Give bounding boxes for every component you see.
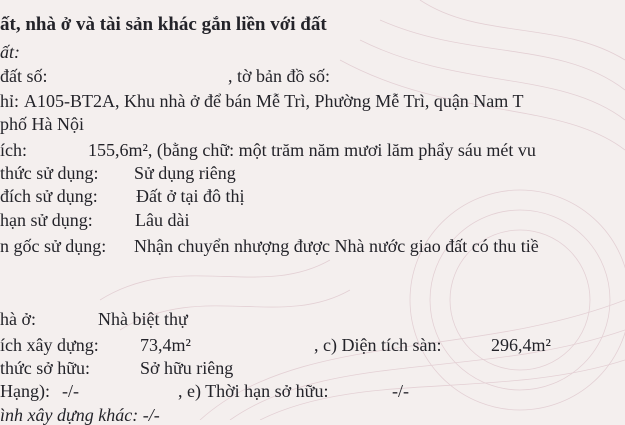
- own-term-row: [178, 381, 328, 401]
- use-purpose-label: đích sử dụng:: [0, 186, 98, 206]
- use-form-value: Sử dụng riêng: [134, 163, 236, 183]
- use-form-label: thức sử dụng:: [0, 163, 99, 183]
- own-term-value-row: [392, 381, 409, 401]
- document-heading: [0, 15, 327, 35]
- use-form-value-row: [134, 163, 236, 183]
- grade-value: -/-: [62, 381, 79, 401]
- parcel-row: [0, 66, 48, 86]
- build-area-label: ích xây dựng:: [0, 335, 99, 355]
- house-type-value-row: [98, 309, 188, 329]
- floor-area-value: 296,4m²: [491, 335, 551, 355]
- use-term-value: Lâu dài: [135, 210, 190, 230]
- house-type-row: [0, 309, 36, 329]
- other-works-value: -/-: [142, 405, 160, 425]
- land-section-title: [0, 42, 20, 62]
- own-term-label: , e) Thời hạn sở hữu:: [178, 381, 329, 401]
- area-value-row: [88, 140, 536, 160]
- use-purpose-value: Đất ở tại đô thị: [136, 186, 245, 206]
- own-term-value: -/-: [392, 381, 409, 401]
- map-sheet-label: , tờ bản đồ số:: [228, 66, 331, 86]
- grade-row: [0, 381, 50, 401]
- other-works-row: [0, 405, 160, 425]
- ownership-value: Sở hữu riêng: [140, 358, 234, 378]
- address-value-cont: phố Hà Nội: [0, 114, 84, 134]
- floor-area-label: , c) Diện tích sàn:: [314, 335, 442, 355]
- parcel-label: đất số:: [0, 66, 48, 86]
- build-area-row: [0, 335, 99, 355]
- area-row: [0, 140, 27, 160]
- use-purpose-row: [0, 186, 98, 206]
- use-purpose-value-row: [136, 186, 245, 206]
- use-origin-value-row: [134, 236, 539, 256]
- use-origin-row: [0, 236, 106, 256]
- floor-area-row: [314, 335, 441, 355]
- use-form-row: [0, 163, 99, 183]
- use-origin-value: Nhận chuyển nhượng được Nhà nước giao đất có thu tiề: [134, 236, 539, 256]
- other-works-label: ình xây dựng khác:: [0, 405, 139, 425]
- ownership-value-row: [140, 358, 233, 378]
- address-row: [0, 91, 19, 111]
- area-label: ích:: [0, 140, 27, 160]
- use-origin-label: n gốc sử dụng:: [0, 236, 107, 256]
- address-value-cont-row: [0, 114, 84, 134]
- grade-label: Hạng):: [0, 381, 50, 401]
- build-area-value: 73,4m²: [140, 335, 191, 355]
- house-type-label: hà ở:: [0, 309, 37, 329]
- build-area-value-row: [140, 335, 191, 355]
- heading-text: ất, nhà ở và tài sản khác gắn liền với đất: [0, 14, 327, 35]
- house-type-value: Nhà biệt thự: [98, 309, 188, 329]
- use-term-label: hạn sử dụng:: [0, 210, 93, 230]
- map-sheet-row: [228, 66, 330, 86]
- ownership-row: [0, 358, 90, 378]
- address-value-row: [24, 91, 523, 111]
- area-value: 155,6m², (bằng chữ: một trăm năm mươi lăm phẩy sáu mét vu: [88, 140, 536, 160]
- land-section-title-text: ất:: [0, 42, 20, 62]
- address-value: A105-BT2A, Khu nhà ở để bán Mễ Trì, Phường Mễ Trì, quận Nam T: [24, 91, 524, 111]
- use-term-row: [0, 210, 93, 230]
- floor-area-value-row: [491, 335, 551, 355]
- use-term-value-row: [135, 210, 189, 230]
- ownership-label: thức sở hữu:: [0, 358, 91, 378]
- grade-value-row: [62, 381, 79, 401]
- address-label: hỉ:: [0, 91, 20, 111]
